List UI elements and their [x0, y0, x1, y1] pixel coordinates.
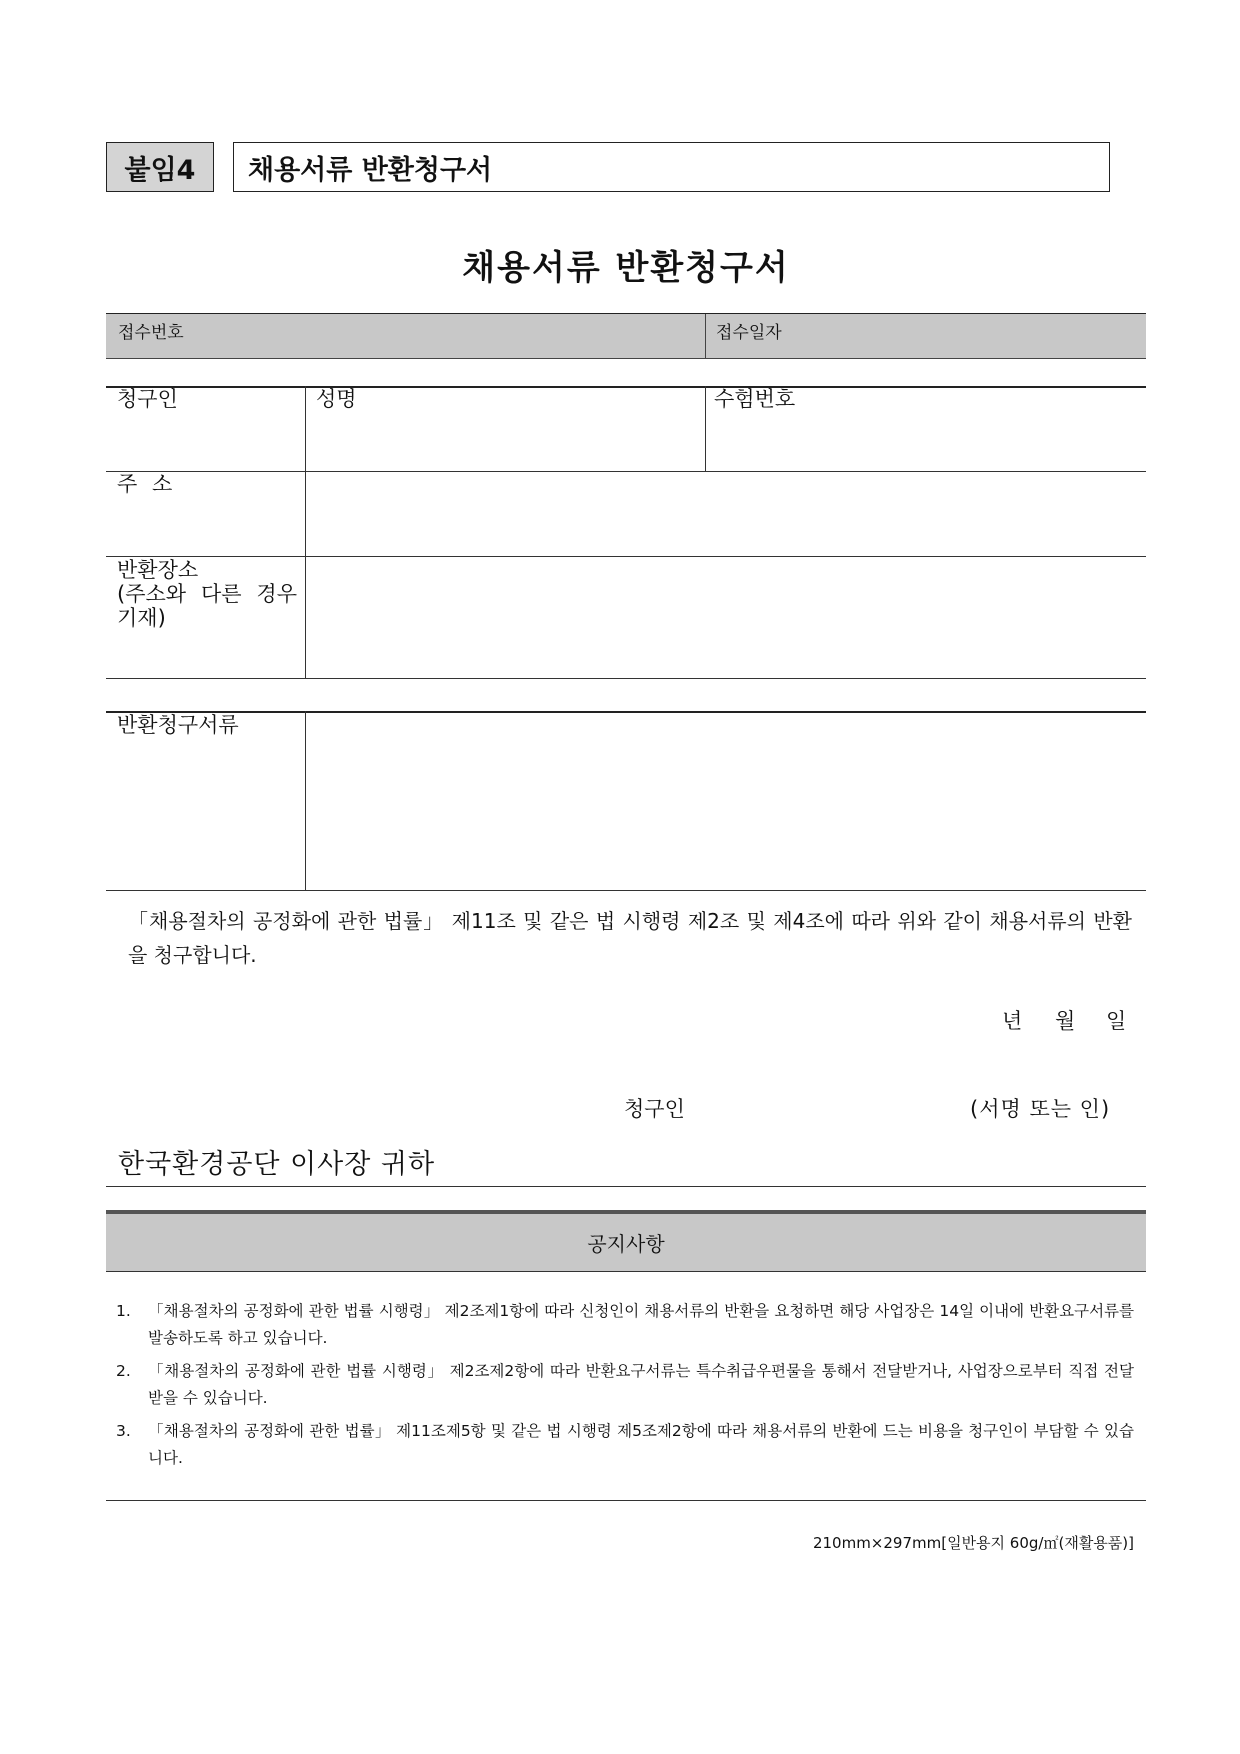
- declaration-text: 「채용절차의 공정화에 관한 법률」 제11조 및 같은 법 시행령 제2조 및 제4조에 따라 위와 같이 채용서류의 반환을 청구합니다.: [128, 909, 1132, 967]
- claimant-table-top-border: [106, 386, 1146, 388]
- footer-divider: [106, 1500, 1146, 1501]
- attachment-badge: [106, 142, 214, 192]
- header-title: 채용서류 반환청구서: [248, 154, 493, 186]
- notice-item-number: 1.: [116, 1302, 131, 1320]
- recipient-underline: [106, 1186, 1146, 1187]
- paper-spec: 210mm×297mm[일반용지 60g/㎡(재활용품)]: [812, 1534, 1134, 1552]
- notice-item: [116, 1418, 1134, 1472]
- notice-item-number: 2.: [116, 1362, 131, 1380]
- documents-field[interactable]: [306, 712, 1146, 889]
- notice-title: 공지사항: [587, 1232, 665, 1256]
- recipient: 한국환경공단 이사장 귀하: [118, 1149, 436, 1180]
- return-place-label: 반환장소: [117, 558, 199, 582]
- name-label: 성명: [316, 387, 357, 411]
- date-year-label: 년: [1002, 1009, 1023, 1033]
- receipt-divider: [705, 314, 706, 358]
- signature-note: (서명 또는 인): [970, 1097, 1111, 1121]
- notice-item-text: 「채용절차의 공정화에 관한 법률 시행령」 제2조제2항에 따라 반환요구서류는 특수취급우편물을 통해서 전달받거나, 사업장으로부터 직접 전달받을 수 있습니다.: [148, 1362, 1134, 1407]
- claimant-table-bottom-border: [106, 678, 1146, 679]
- date-day-label: 일: [1106, 1009, 1127, 1033]
- name-field[interactable]: [306, 414, 704, 470]
- address-field[interactable]: [306, 472, 1146, 556]
- notice-header: [106, 1210, 1146, 1272]
- receipt-bar: [106, 313, 1146, 359]
- receipt-number-label: 접수번호: [118, 323, 184, 343]
- return-place-field[interactable]: [306, 557, 1146, 677]
- claimant-section-label: 청구인: [117, 387, 178, 411]
- attachment-label: 붙임4: [124, 154, 196, 186]
- signature-claimant-label: 청구인: [624, 1097, 685, 1121]
- notice-list: [116, 1298, 1134, 1478]
- date-month-label: 월: [1055, 1009, 1076, 1033]
- exam-number-label: 수험번호: [714, 387, 796, 411]
- notice-item-text: 「채용절차의 공정화에 관한 법률」 제11조제5항 및 같은 법 시행령 제5조제2항에 따라 채용서류의 반환에 드는 비용을 청구인이 부담할 수 있습니다.: [148, 1422, 1134, 1467]
- form-title: 채용서류 반환청구서: [462, 248, 790, 288]
- notice-item: [116, 1298, 1134, 1352]
- documents-table-bottom-border: [106, 890, 1146, 891]
- documents-label: 반환청구서류: [117, 713, 239, 737]
- return-place-note: (주소와 다른 경우 기재): [117, 582, 297, 630]
- receipt-date-label: 접수일자: [716, 323, 782, 343]
- notice-item-number: 3.: [116, 1422, 131, 1440]
- exam-number-field[interactable]: [706, 414, 1146, 470]
- address-label: 주 소: [117, 472, 177, 496]
- return-place-label-block: [117, 558, 297, 630]
- notice-item: [116, 1358, 1134, 1412]
- header-title-box: [233, 142, 1110, 192]
- notice-item-text: 「채용절차의 공정화에 관한 법률 시행령」 제2조제1항에 따라 신청인이 채용서류의 반환을 요청하면 해당 사업장은 14일 이내에 반환요구서류를 발송하도록 하고 있습니다.: [148, 1302, 1134, 1347]
